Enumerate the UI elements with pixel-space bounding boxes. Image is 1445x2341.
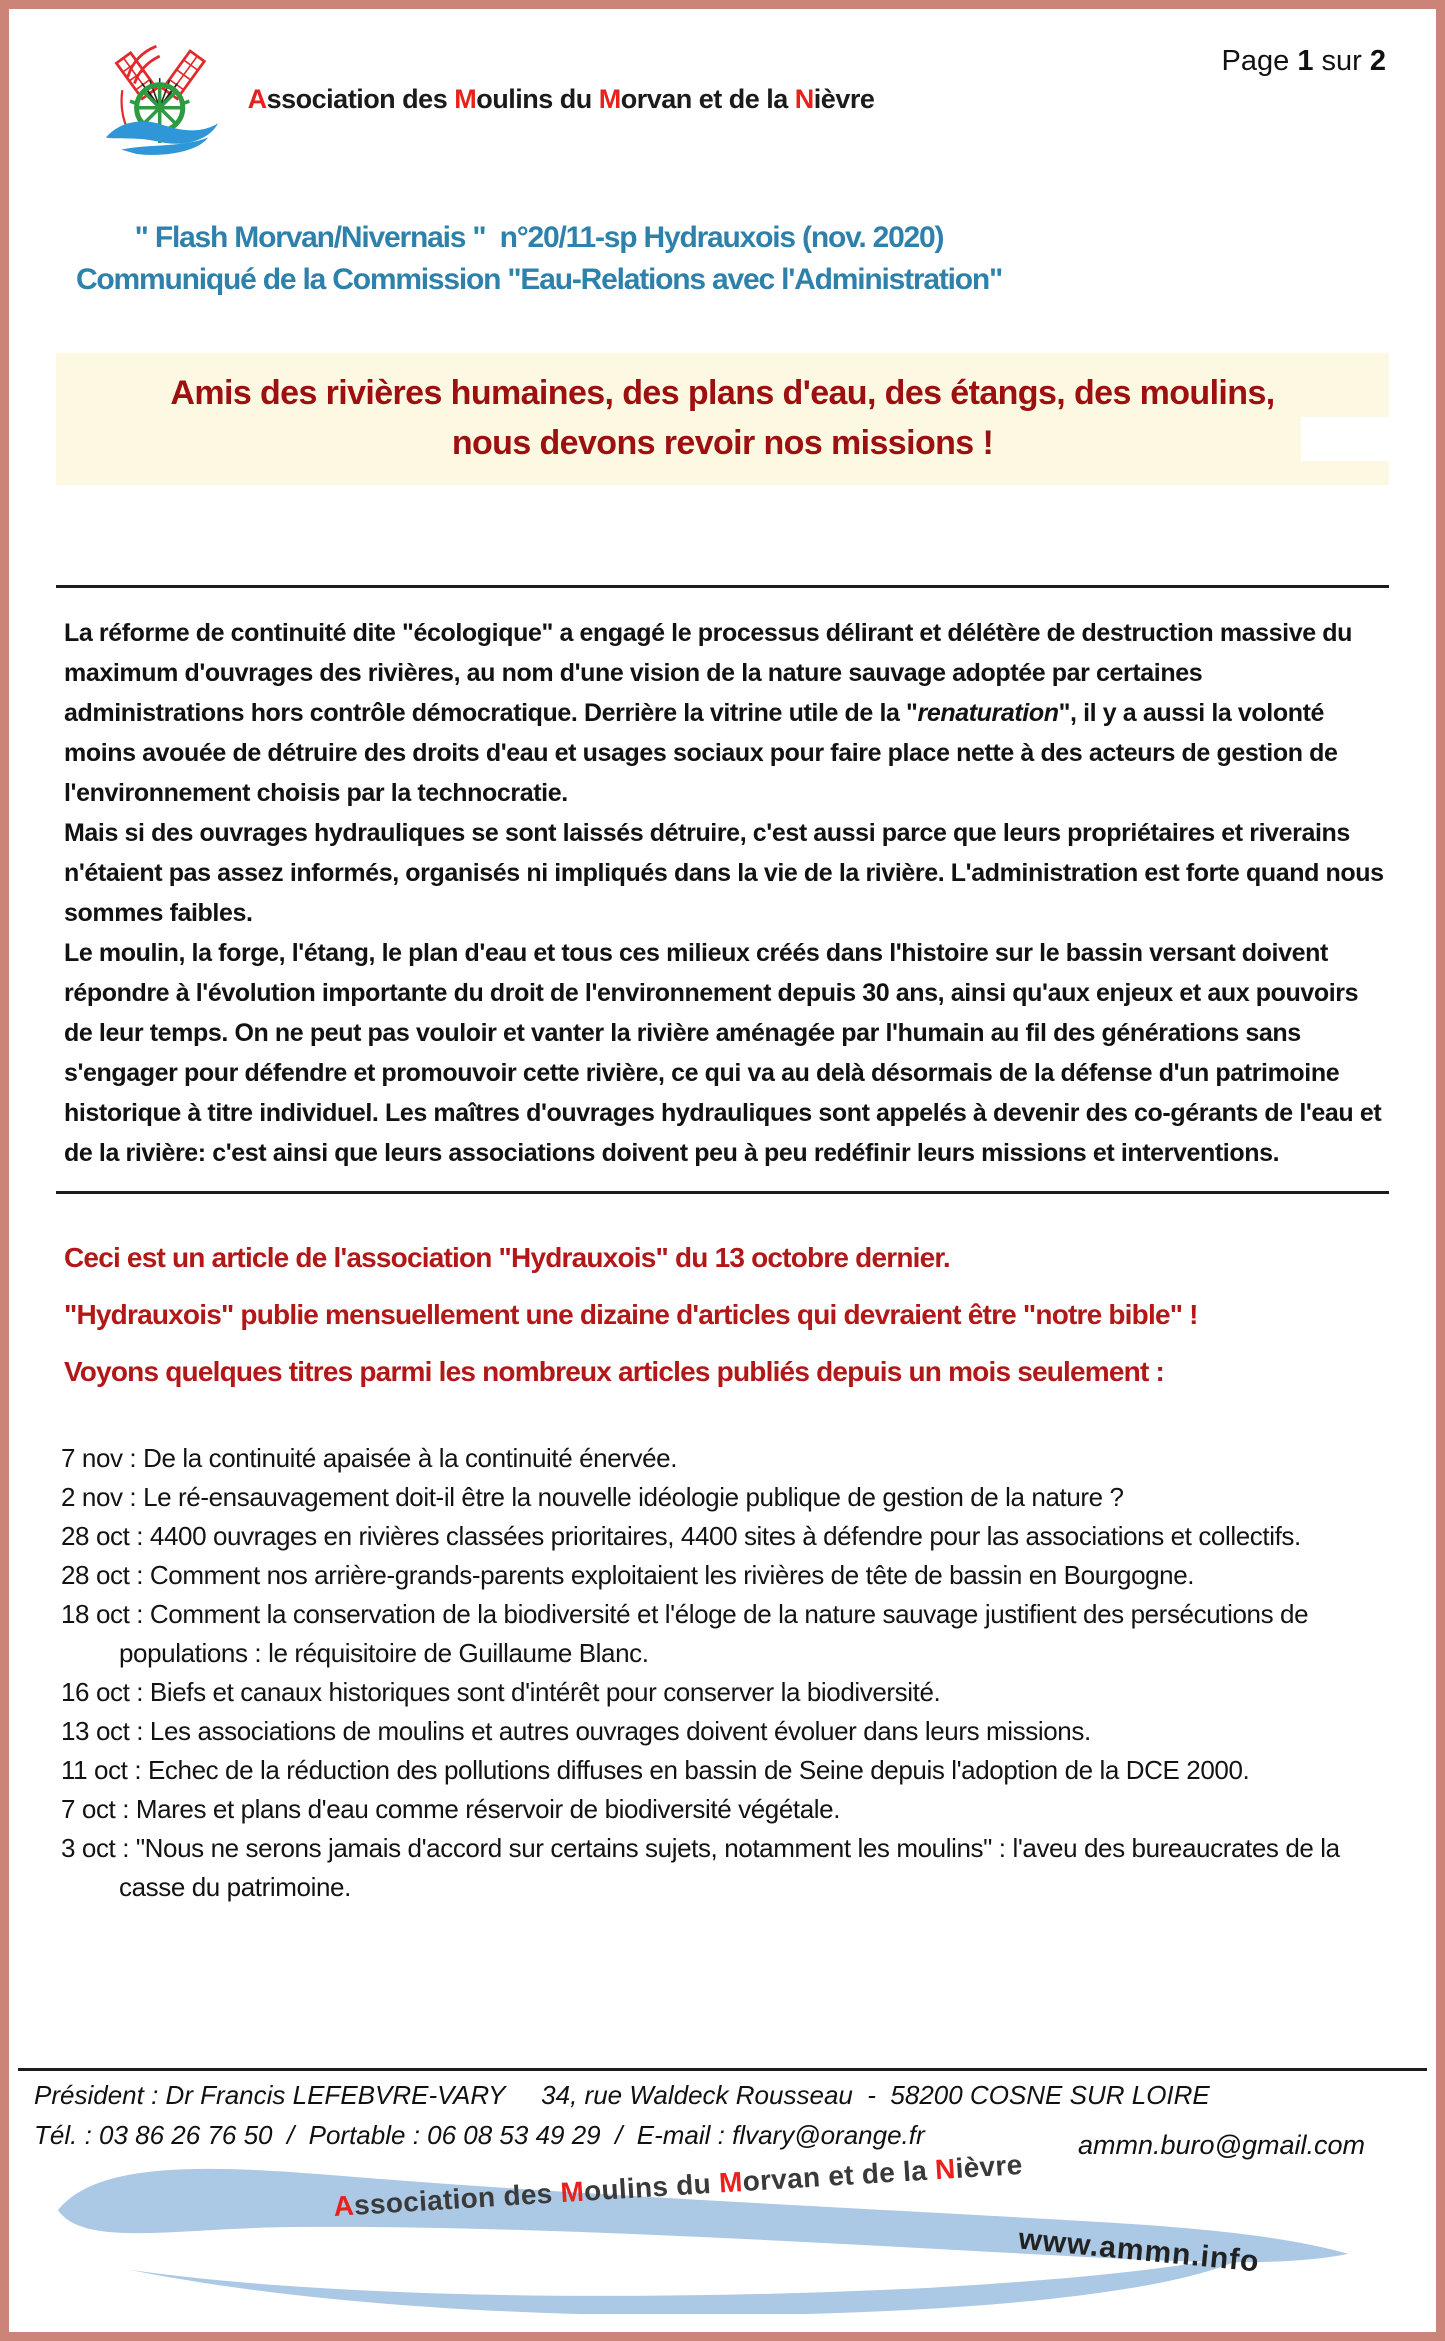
page-total: 2 xyxy=(1369,45,1386,77)
red-note xyxy=(64,1240,1387,1389)
contact-line: Tél. : 03 86 26 76 50 / Portable : 06 08 53 49 29 / E-mail : flvary@orange.fr xyxy=(34,2120,925,2150)
org-name-part: M xyxy=(454,83,477,114)
org-name xyxy=(245,84,877,115)
body-paragraph-2: Mais si des ouvrages hydrauliques se sont laissés détruire, c'est aussi parce que leurs propriétaires et riverains n'étaient pas assez informés, organisés ni impliqués dans la vie de la rivière. L'administration est forte quand nous sommes faibles. xyxy=(64,819,1384,927)
page-label: Page xyxy=(1221,45,1298,77)
windmill-logo xyxy=(97,33,229,165)
org-name-part: N xyxy=(934,2153,957,2186)
org-name-part: orvan et de la xyxy=(741,2154,937,2198)
page-separator: sur xyxy=(1313,45,1370,77)
article-item: 7 oct : Mares et plans d'eau comme réservoir de biodiversité végétale. xyxy=(61,1794,841,1824)
footer xyxy=(18,2068,1427,2323)
article-list xyxy=(61,1439,1391,1907)
article-item: 13 oct : Les associations de moulins et autres ouvrages doivent évoluer dans leurs missions. xyxy=(61,1716,1091,1746)
body-text xyxy=(64,613,1387,1173)
president-line: Président : Dr Francis LEFEBVRE-VARY 34, rue Waldeck Rousseau - 58200 COSNE SUR LOIRE xyxy=(34,2080,1210,2110)
paragraph-text: La réforme de continuité dite "écologique" a engagé le processus délirant et délétère de destruction massive du maximum d'ouvrages des rivières, au nom d'une vision de la nature sauvage adoptée par certaines administrations hors contrôle démocratique. Derrière la vitrine utile de la " xyxy=(64,619,1352,727)
flash-title-line: " Flash Morvan/Nivernais " n°20/11-sp Hydrauxois (nov. 2020) xyxy=(134,221,944,254)
windmill-logo-icon xyxy=(97,33,229,165)
headline-banner xyxy=(56,353,1389,485)
body-paragraph-3: Le moulin, la forge, l'étang, le plan d'eau et tous ces milieux créés dans l'histoire sur le bassin versant doivent répondre à l'évolution importante du droit de l'environnement depuis 30 ans, ainsi qu'aux enjeux et aux pouvoirs de leur temps. On ne peut pas vouloir et vanter la rivière aménagée par l'humain au fil des générations sans s'engager pour défendre et promouvoir cette rivière, ce qui va au delà désormais de la défense d'un patrimoine historique à titre individuel. Les maîtres d'ouvrages hydrauliques sont appelés à devenir des co-gérants de l'eau et de la rivière: c'est ainsi que leurs associations doivent peu à peu redéfinir leurs missions et interventions. xyxy=(64,939,1382,1167)
article-item: 11 oct : Echec de la réduction des pollutions diffuses en bassin de Seine depuis l'adoption de la DCE 2000. xyxy=(61,1755,1250,1785)
org-name-part: orvan et de la xyxy=(620,83,795,114)
gmail-email: ammn.buro@gmail.com xyxy=(1078,2130,1365,2160)
org-name-part: oulins du xyxy=(583,2167,720,2207)
red-note-line-2: "Hydrauxois" publie mensuellement une dizaine d'articles qui devraient être "notre bible" ! xyxy=(64,1299,1198,1330)
org-name-part: ssociation des xyxy=(353,2177,562,2221)
org-name-part: M xyxy=(718,2166,744,2199)
article-item: 16 oct : Biefs et canaux historiques sont d'intérêt pour conserver la biodiversité. xyxy=(61,1677,941,1707)
body-paragraph-1 xyxy=(64,613,1387,813)
org-name-part: A xyxy=(332,2189,356,2223)
divider-middle xyxy=(56,1191,1389,1194)
article-item: 18 oct : Comment la conservation de la biodiversité et l'éloge de la nature sauvage justifient des persécutions de populations : le réquisitoire de Guillaume Blanc. xyxy=(61,1599,1309,1668)
article-item: 2 nov : Le ré-ensauvagement doit-il être la nouvelle idéologie publique de gestion de la nature ? xyxy=(61,1482,1124,1512)
newsletter-title xyxy=(9,217,1069,301)
article-item: 3 oct : "Nous ne serons jamais d'accord sur certains sujets, notamment les moulins" : l'aveu des bureaucrates de la casse du patrimoine. xyxy=(61,1833,1340,1902)
banner-white-notch xyxy=(1301,417,1389,461)
org-name-part: ièvre xyxy=(954,2148,1024,2184)
header xyxy=(97,33,877,165)
headline-line-2: nous devons revoir nos missions ! xyxy=(451,424,994,462)
communique-title-line: Communiqué de la Commission "Eau-Relations avec l'Administration" xyxy=(75,263,1003,296)
org-name-part: M xyxy=(598,83,621,114)
org-name-part: oulins du xyxy=(476,83,599,114)
page-indicator xyxy=(1222,45,1386,78)
paragraph-text: ", il y a aussi la volonté moins avouée de détruire des droits d'eau et usages sociaux pour faire place nette à des acteurs de gestion de l'environnement choisis par la technocratie. xyxy=(64,699,1338,807)
org-name-part: ièvre xyxy=(813,83,875,114)
divider-footer xyxy=(18,2068,1427,2071)
page-number: 1 xyxy=(1297,45,1314,77)
org-name-part: A xyxy=(247,83,267,114)
divider-top xyxy=(56,585,1389,588)
org-name-part: ssociation des xyxy=(266,83,455,114)
org-name-part: M xyxy=(559,2175,586,2209)
paragraph-italic-word: renaturation xyxy=(917,699,1059,727)
article-item: 28 oct : Comment nos arrière-grands-parents exploitaient les rivières de tête de bassin en Bourgogne. xyxy=(61,1560,1195,1590)
article-item: 7 nov : De la continuité apaisée à la continuité énervée. xyxy=(61,1443,678,1473)
red-note-line-3: Voyons quelques titres parmi les nombreux articles publiés depuis un mois seulement : xyxy=(64,1356,1165,1387)
website-url: www.ammn.info xyxy=(1017,2222,1261,2279)
red-note-line-1: Ceci est un article de l'association "Hydrauxois" du 13 octobre dernier. xyxy=(64,1242,950,1273)
org-name-part: N xyxy=(794,83,814,114)
headline-line-1: Amis des rivières humaines, des plans d'eau, des étangs, des moulins, xyxy=(170,374,1275,412)
article-item: 28 oct : 4400 ouvrages en rivières classées prioritaires, 4400 sites à défendre pour las associations et collectifs. xyxy=(61,1521,1301,1551)
